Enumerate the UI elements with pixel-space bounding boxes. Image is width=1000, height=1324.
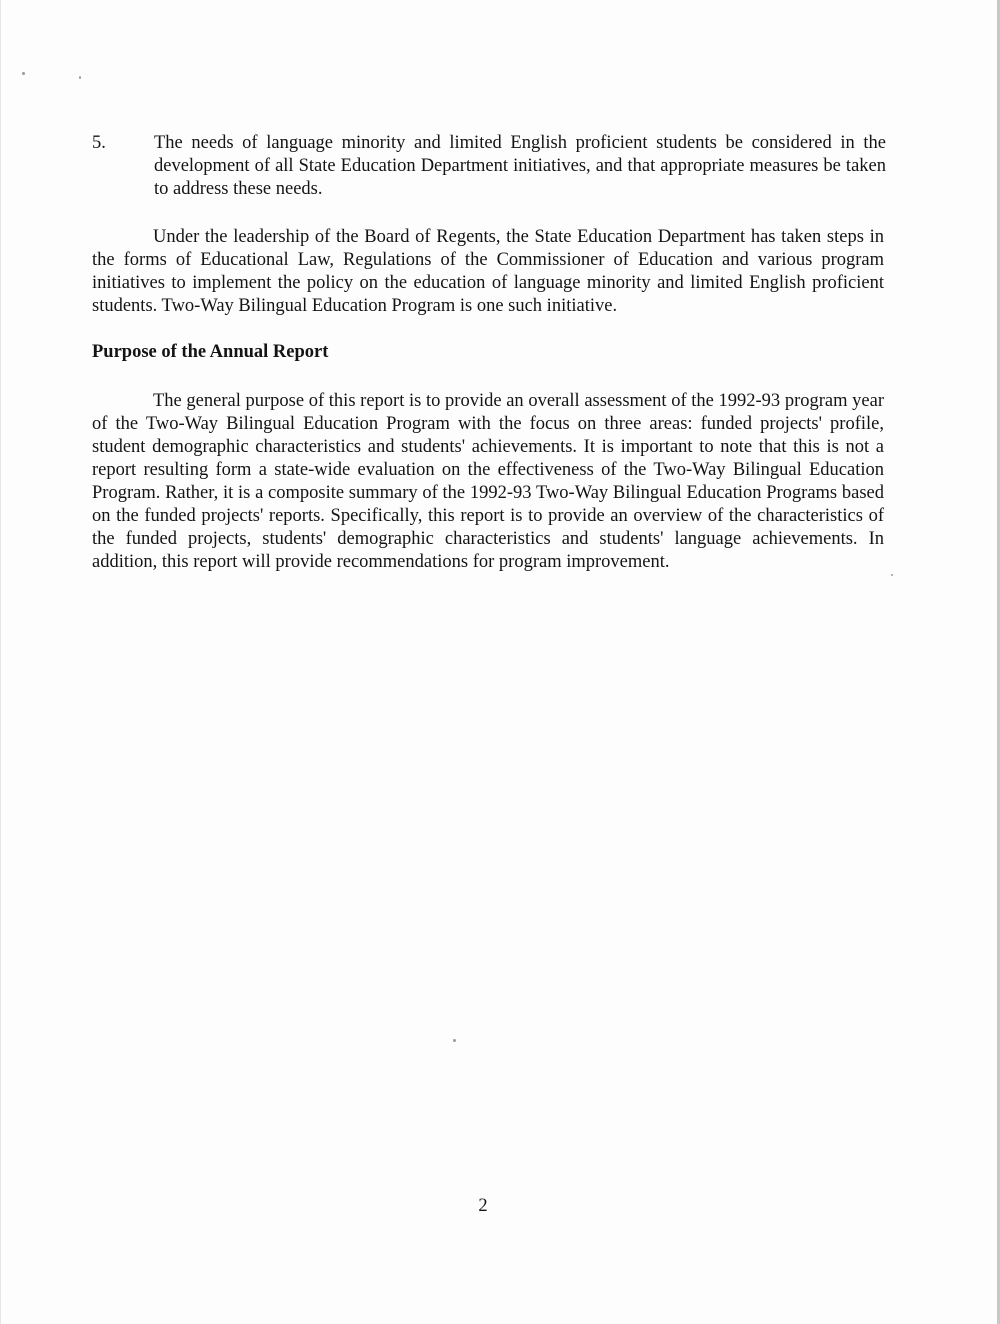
regents-paragraph: Under the leadership of the Board of Regents, the State Education Department has taken steps in the forms of Educational Law, Regulations of the Commissioner of Education and various program initiatives to implement the policy on the education of language minority and limited English proficient students. Two-Way Bilingual Education Program is one such initiative. bbox=[92, 227, 884, 316]
item-text: The needs of language minority and limited English proficient students be considered in the development of all State Education Department initiatives, and that appropriate measures be taken to address these needs. bbox=[154, 133, 886, 199]
page-number: 2 bbox=[478, 1196, 488, 1216]
item-number: 5. bbox=[92, 133, 106, 153]
scan-speck bbox=[891, 574, 893, 576]
page-left-edge bbox=[0, 0, 1, 1324]
scan-speck bbox=[79, 76, 81, 79]
purpose-paragraph: The general purpose of this report is to provide an overall assessment of the 1992-93 program year of the Two-Way Bilingual Education Program with the focus on three areas: funded projects' profile, student demographic characteristics and students' achievements. It is important to note that this is not a report resulting form a state-wide evaluation on the effectiveness of the Two-Way Bilingual Education Program. Rather, it is a composite summary of the 1992-93 Two-Way Bilingual Education Programs based on the funded projects' reports. Specifically, this report is to provide an overview of the characteristics of the funded projects, students' demographic characteristics and students' language achievements. In addition, this report will provide recommendations for program improvement. bbox=[92, 391, 884, 572]
section-heading: Purpose of the Annual Report bbox=[92, 342, 329, 362]
scan-speck bbox=[22, 72, 25, 75]
scan-speck bbox=[453, 1039, 456, 1042]
